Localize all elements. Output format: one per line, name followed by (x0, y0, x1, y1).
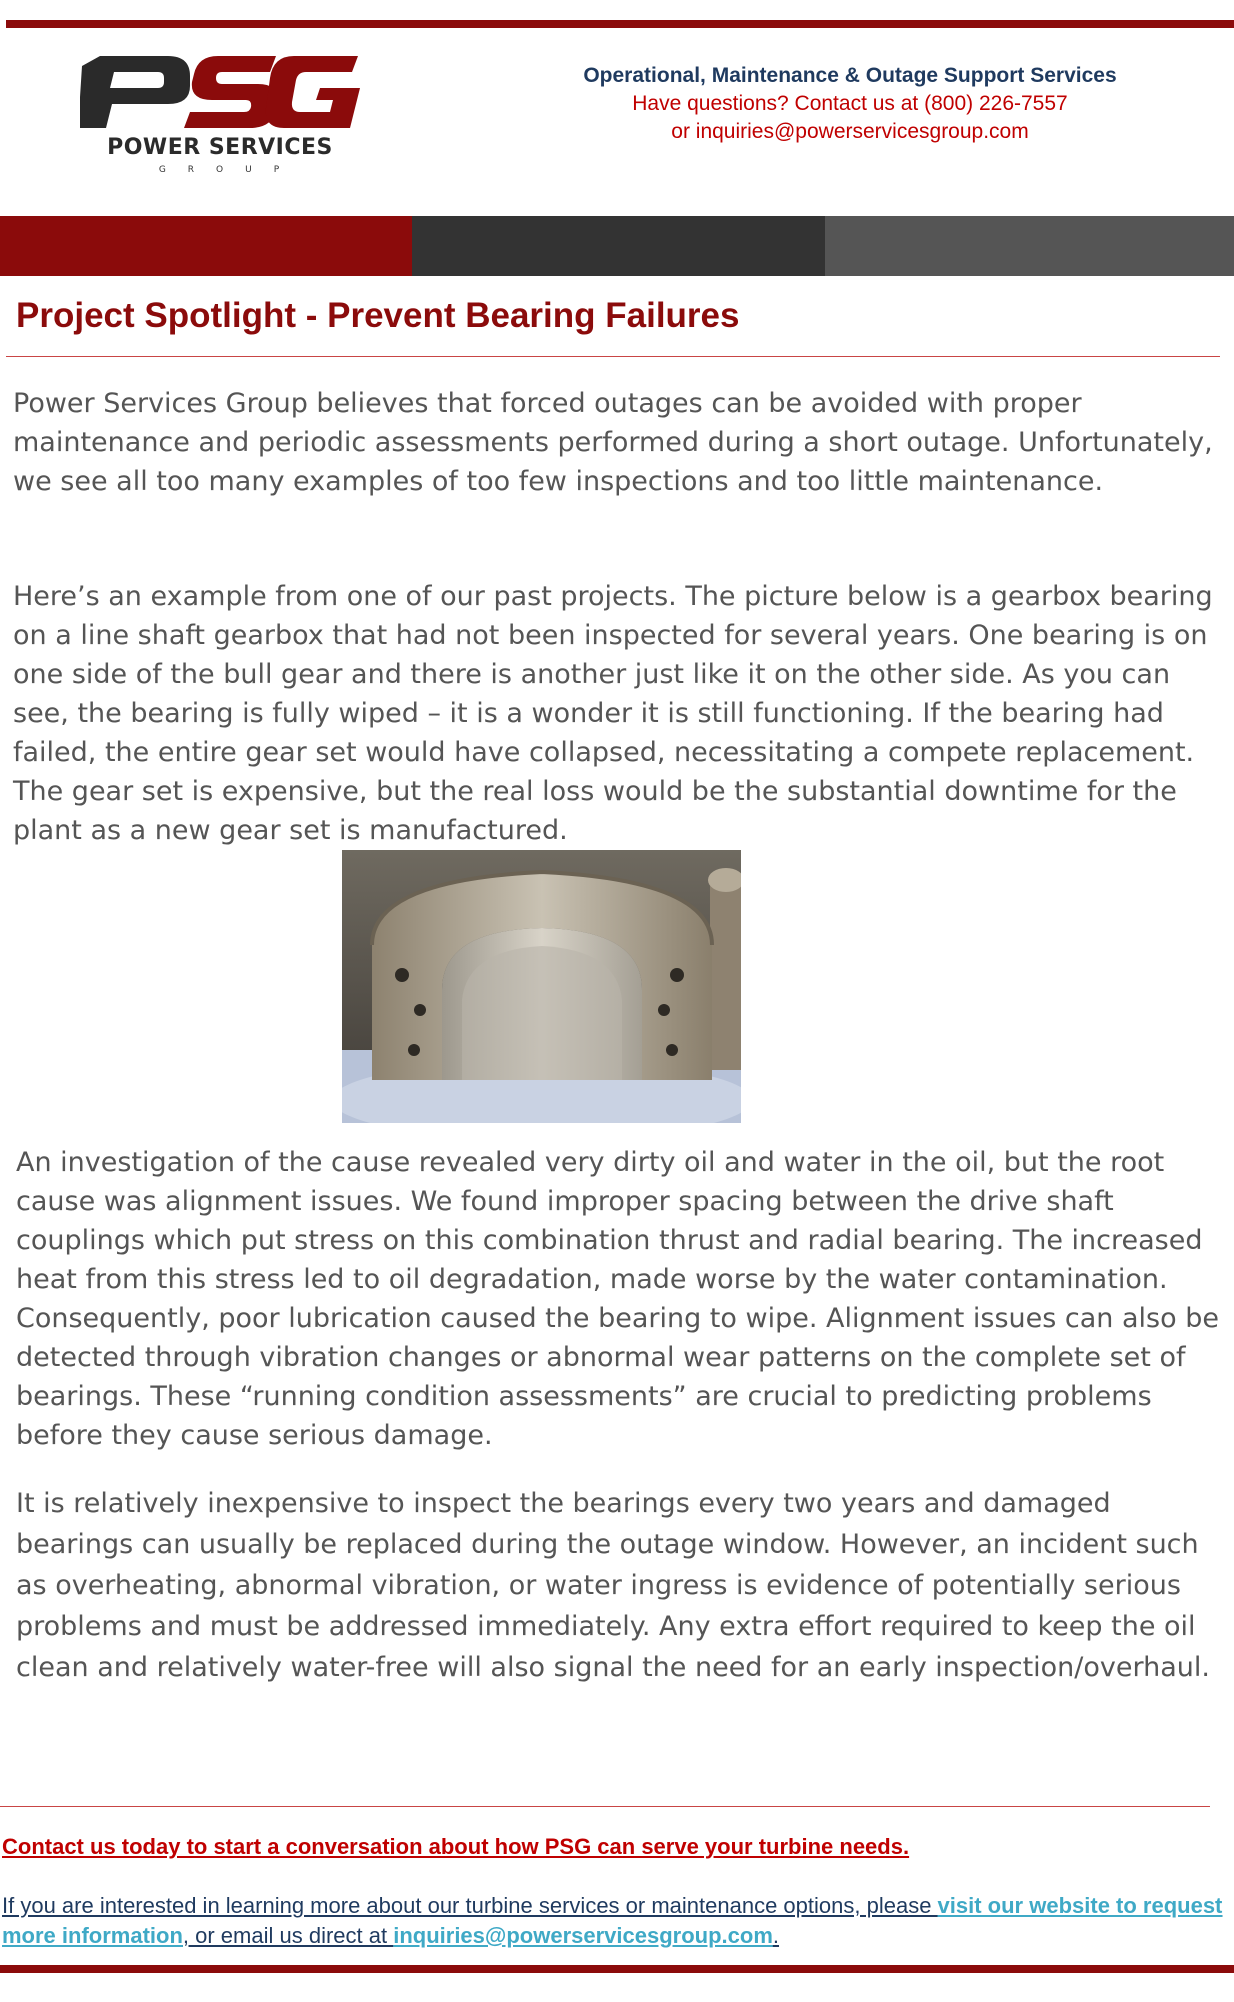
color-band-red (0, 216, 412, 276)
website-link[interactable]: visit our website to request more information (2, 1893, 1223, 1948)
header-phone-line: Have questions? Contact us at (800) 226-7557 (632, 92, 1068, 115)
footer-divider (0, 1806, 1210, 1807)
psg-logo[interactable] (80, 52, 360, 182)
article-paragraph-2: Here’s an example from one of our past projects. The picture below is a gearbox bearing on a line shaft gearbox that had not been inspected for several years. One bearing is on one side of the bull gear and there is another just like it on the other side. As you can see, the bearing is fully wiped – it is a wonder it is still functioning. If the bearing had failed, the entire gear set would have collapsed, necessitating a compete replacement. The gear set is expensive, but the real loss would be the substantial downtime for the plant as a new gear set is manufactured. (13, 581, 1213, 846)
footer-text-middle: , or email us direct at (182, 1923, 394, 1948)
footer-paragraph (2, 1891, 1232, 1951)
logo-name: POWER SERVICES (107, 135, 333, 160)
bottom-divider (0, 1965, 1234, 1973)
article-title: Project Spotlight - Prevent Bearing Failures (16, 296, 740, 335)
header-email-line: or inquiries@powerservicesgroup.com (671, 120, 1029, 143)
title-divider (6, 356, 1220, 357)
header-tagline: Operational, Maintenance & Outage Support Services (583, 64, 1117, 87)
color-band-gray (825, 216, 1234, 276)
footer-text-after: . (772, 1923, 780, 1948)
article-paragraph-1: Power Services Group believes that forced outages can be avoided with proper maintenance and periodic assessments performed during a short outage. Unfortunately, we see all too many examples of too few inspections and too little maintenance. (13, 388, 1213, 497)
psg-logo-letters (80, 52, 360, 132)
footer-text-before: If you are interested in learning more about our turbine services or maintenance options, please (2, 1893, 938, 1918)
top-divider (6, 20, 1234, 28)
cta-text: Contact us today to start a conversation about how PSG can serve your turbine needs. (2, 1834, 910, 1859)
article-paragraph-4: It is relatively inexpensive to inspect the bearings every two years and damaged bearings can usually be replaced during the outage window. However, an incident such as overheating, abnormal vibration, or water ingress is evidence of potentially serious problems and must be addressed immediately. Any extra effort required to keep the oil clean and relatively water-free will also signal the need for an early inspection/overhaul. (16, 1488, 1210, 1683)
logo-subtitle: GROUP (158, 165, 302, 175)
email-link[interactable]: inquiries@powerservicesgroup.com (393, 1923, 773, 1948)
bearing-photo (342, 850, 741, 1123)
header-contact-block (530, 62, 1170, 146)
color-band-dark (412, 216, 825, 276)
article-paragraph-3: An investigation of the cause revealed very dirty oil and water in the oil, but the root cause was alignment issues. We found improper spacing between the drive shaft couplings which put stress on this combination thrust and radial bearing. The increased heat from this stress led to oil degradation, made worse by the water contamination. Consequently, poor lubrication caused the bearing to wipe. Alignment issues can also be detected through vibration changes or abnormal wear patterns on the complete set of bearings. These “running condition assessments” are crucial to predicting problems before they cause serious damage. (16, 1147, 1219, 1451)
